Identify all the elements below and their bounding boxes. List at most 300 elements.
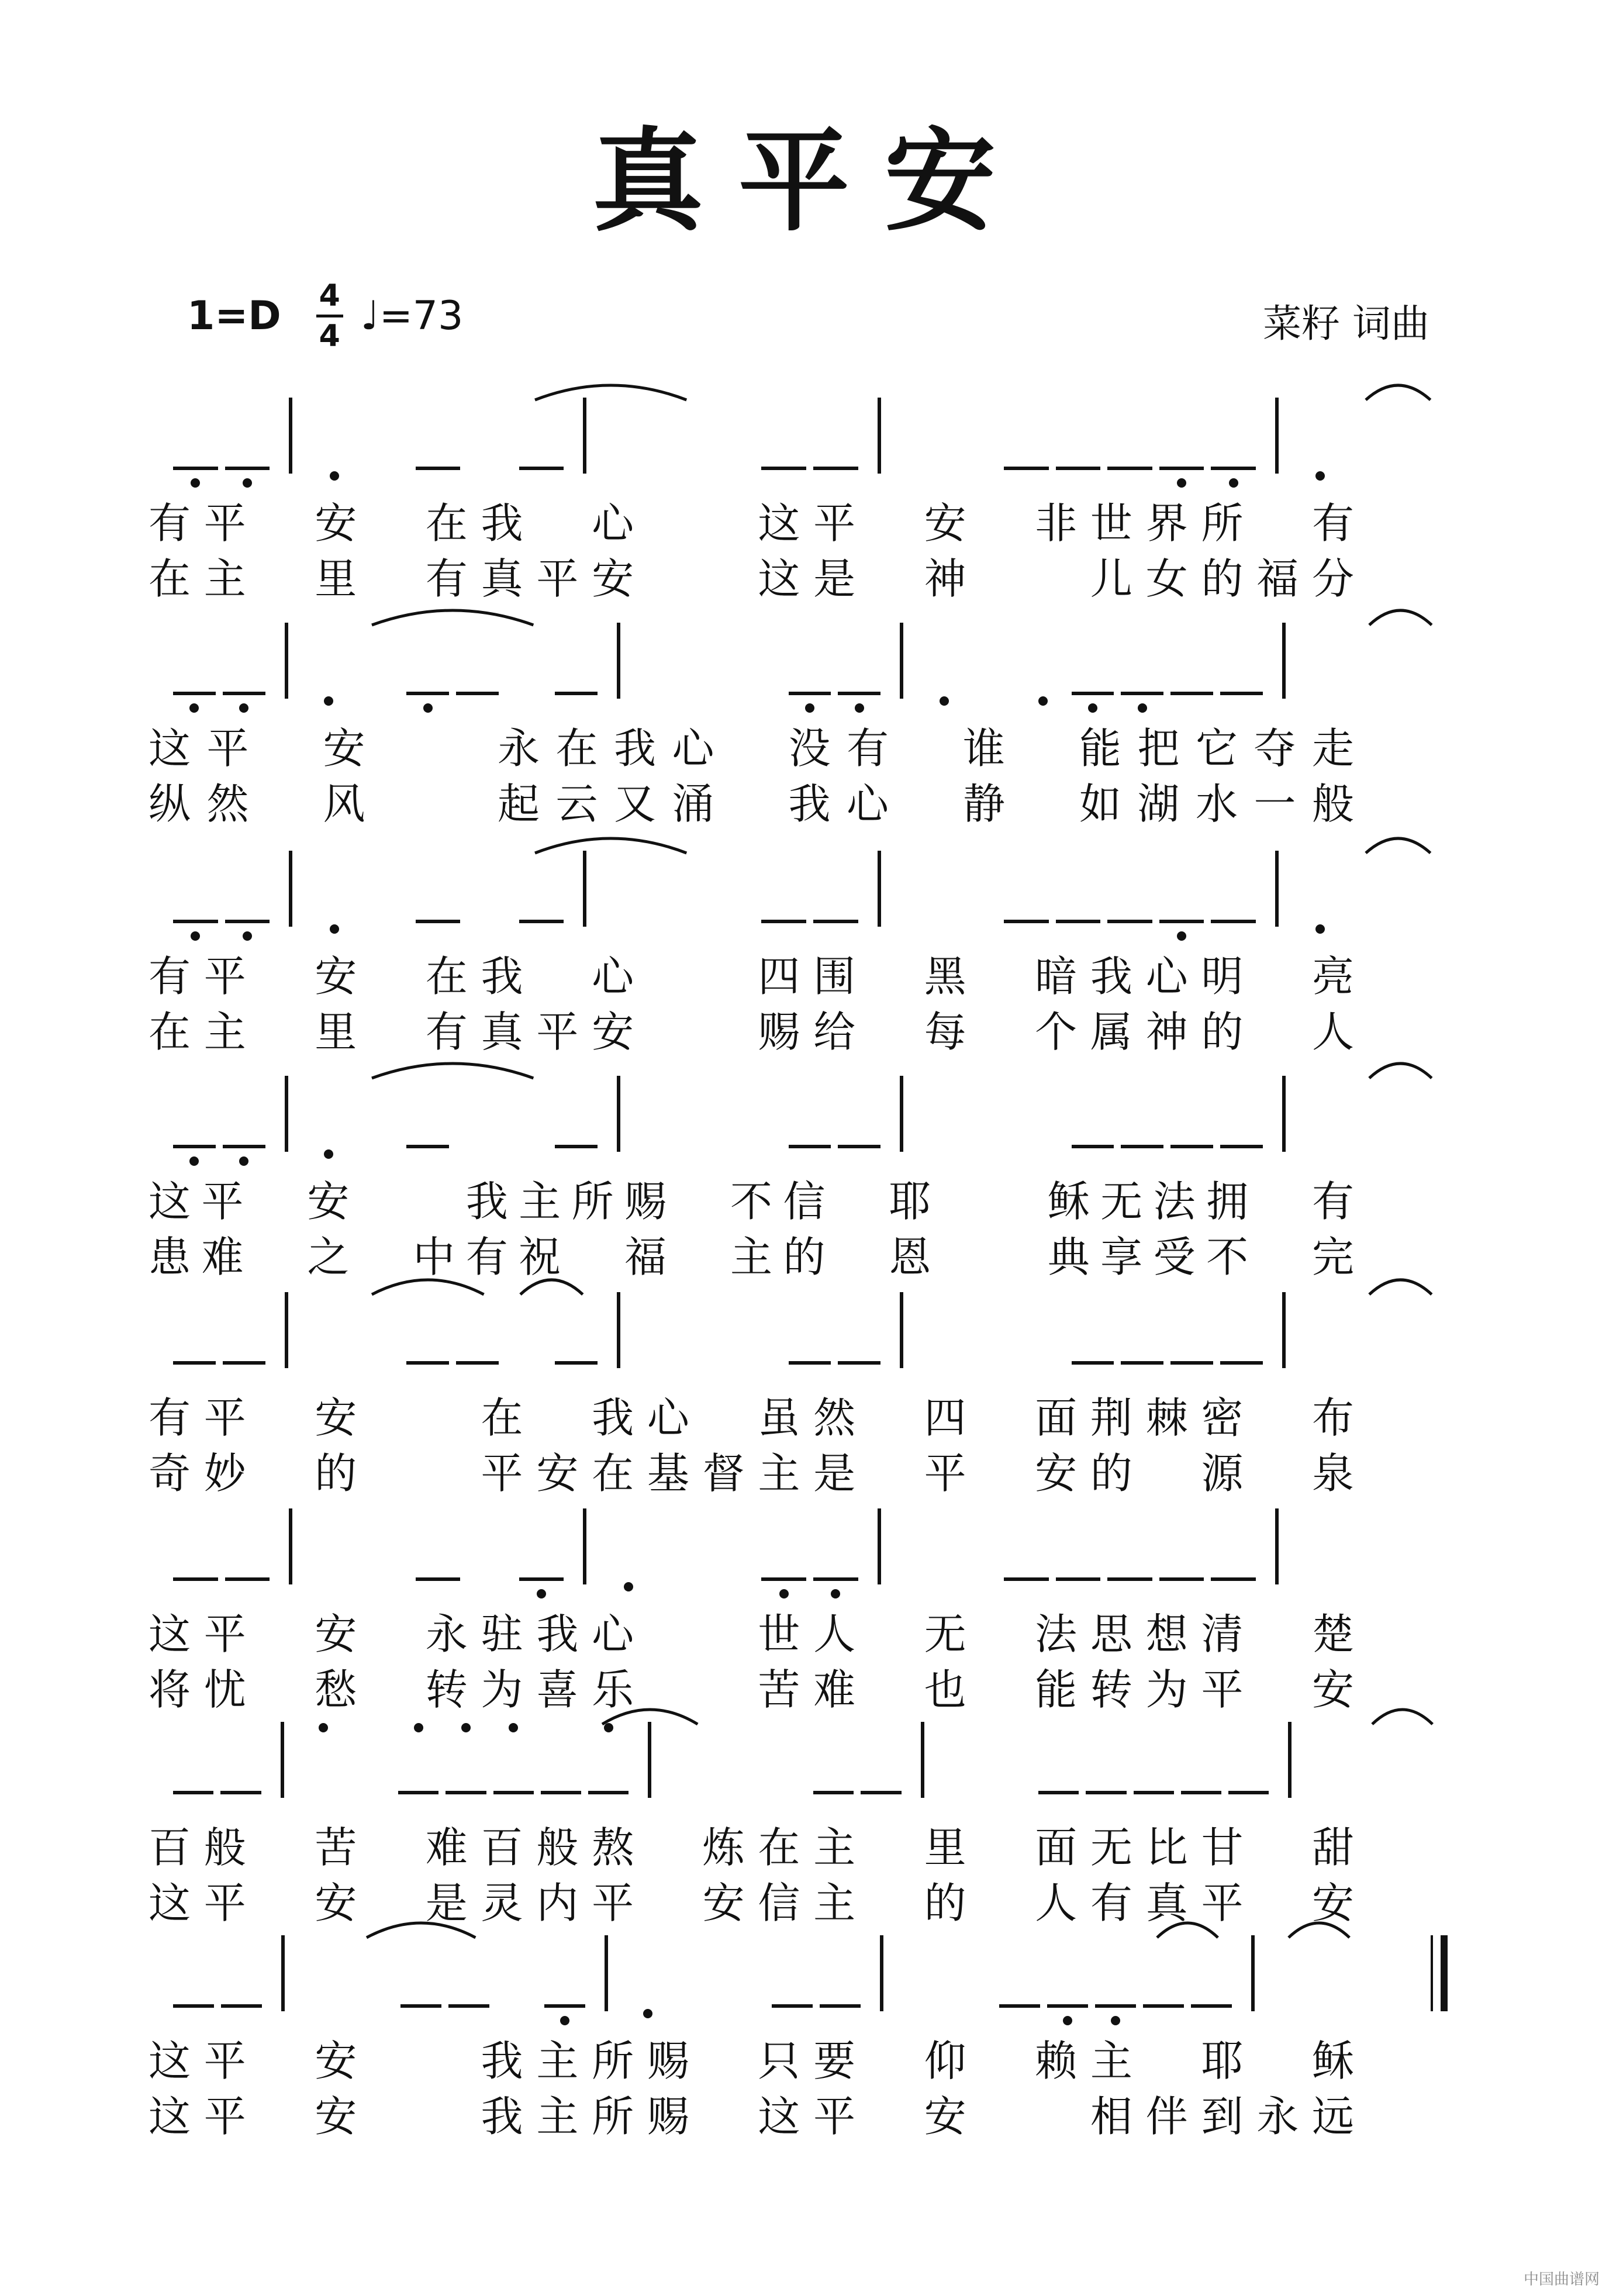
barline [617,623,620,699]
lyric-syllable: 是 [813,554,856,603]
beam-underline [221,2004,262,2008]
jianpu-note [537,1734,584,1786]
lyric-syllable: 平 [206,724,249,773]
slur-arc [1155,1912,1220,1941]
octave-low-dot [191,478,200,488]
lyric-syllable: 难 [201,1232,244,1282]
jianpu-note [490,1734,537,1786]
lyric-syllable: 我 [481,2036,523,2086]
octave-low-dot [624,1582,633,1591]
beam-underline [1107,467,1152,470]
dash-note [657,409,703,462]
lyric-syllable: 恩 [889,1232,931,1282]
lyrics-verse-1 [0,722,1623,775]
beam-underline [1220,692,1263,695]
notation-row [0,634,1623,687]
dash-note [687,634,734,687]
lyric-syllable: 我 [536,1610,579,1659]
barline [583,398,586,474]
beam-underline [555,1145,598,1148]
beam-underline [1211,920,1256,923]
lyric-syllable: 安 [323,724,365,773]
jianpu-note [518,409,565,462]
lyric-syllable: 法 [1153,1177,1196,1226]
lyric-syllable: 心 [846,779,889,828]
barline [1275,851,1279,927]
octave-low-dot [855,703,864,713]
lyric-syllable: 所 [592,2036,634,2086]
lyric-syllable: 明 [1201,952,1244,1001]
beam-underline [1121,1145,1163,1148]
lyric-syllable: 中 [413,1232,455,1282]
jianpu-note [761,1520,807,1573]
lyric-syllable: 平 [813,499,856,548]
beam-underline [223,1361,265,1365]
lyric-syllable: 里 [315,1007,357,1056]
lyric-syllable: 有 [1311,1177,1354,1226]
dot-note [347,1734,394,1786]
lyric-syllable: 安 [315,2092,357,2141]
jianpu-note [1107,409,1154,462]
beam-underline [1107,1577,1152,1581]
beam-underline [1159,920,1204,923]
lyric-syllable: 在 [148,554,191,603]
lyric-syllable: 不 [1206,1232,1249,1282]
jianpu-note [1158,1520,1205,1573]
beam-underline [838,1145,880,1148]
lyric-syllable: 远 [1311,2092,1354,2141]
octave-low-dot [1177,478,1186,488]
barline [285,1292,288,1368]
beam-underline [544,2004,585,2008]
lyric-syllable: 信 [783,1177,826,1226]
dash-note [1401,1520,1448,1573]
beam-underline [456,1361,499,1365]
lyric-syllable: 平 [1201,1879,1244,1928]
dot-note [970,634,1017,687]
lyric-syllable: 永 [425,1610,468,1659]
jianpu-note [1107,1520,1154,1573]
beam-underline [406,692,449,695]
jianpu-note [172,1520,219,1573]
jianpu-note [1055,1520,1101,1573]
beam-underline [555,1361,598,1365]
beam-underline [173,1361,216,1365]
dash-note [709,862,755,915]
jianpu-note [305,1304,352,1356]
beam-underline [173,1577,218,1581]
lyric-syllable: 无 [1090,1823,1132,1872]
octave-high-dot [414,1723,423,1732]
slur-arc [1367,1052,1434,1082]
jianpu-note [812,862,859,915]
lyric-syllable: 安 [536,1449,579,1498]
lyric-syllable: 难 [425,1823,468,1872]
lyric-syllable: 所 [1201,499,1244,548]
lyric-syllable: 我 [481,952,523,1001]
beam-underline [225,1577,270,1581]
lyric-syllable: 里 [315,554,357,603]
lyric-syllable: 夺 [1253,724,1296,773]
dash-note [362,862,409,915]
lyric-syllable: 楚 [1311,1610,1354,1659]
dash-note [1402,634,1449,687]
lyric-syllable: 神 [924,554,966,603]
lyric-syllable: 荆 [1090,1393,1132,1442]
beam-underline [761,920,806,923]
beam-underline [406,1145,449,1148]
lyric-syllable: 安 [1035,1449,1078,1498]
lyric-syllable: 乐 [592,1665,634,1714]
beam-underline [220,1791,261,1794]
lyric-syllable: 受 [1153,1232,1196,1282]
jianpu-note [1119,634,1166,687]
octave-low-dot [330,471,339,481]
octave-high-dot [509,1723,518,1732]
beam-underline [1056,920,1101,923]
beam-underline [789,1145,831,1148]
lyric-syllable: 主 [813,1879,856,1928]
lyric-syllable: 完 [1311,1232,1354,1282]
lyric-syllable: 也 [924,1665,966,1714]
jianpu-note [810,1734,857,1786]
beam-underline [813,467,858,470]
lyric-syllable: 要 [813,2036,856,2086]
barline [880,1935,883,2011]
lyric-syllable: 有 [425,554,468,603]
lyric-syllable: 清 [1201,1610,1244,1659]
jianpu-note [1218,634,1265,687]
lyric-syllable: 安 [592,1007,634,1056]
barline [900,623,903,699]
lyric-syllable: 我 [788,779,831,828]
dash-note [1402,1087,1449,1140]
slur-arc [1363,374,1433,403]
lyric-syllable: 主 [519,1177,561,1226]
jianpu-note [921,1304,968,1356]
notation-row [0,1304,1623,1356]
slur-arc [533,374,689,403]
notation-row [0,862,1623,915]
lyric-syllable: 主 [536,2092,579,2141]
lyric-syllable: 真 [1145,1879,1188,1928]
beam-underline [761,467,806,470]
dot-note [355,1087,402,1140]
lyric-syllable: 四 [758,952,800,1001]
lyric-syllable: 这 [148,1879,191,1928]
beam-underline [493,1791,534,1794]
beam-underline [1121,692,1163,695]
beam-underline [1170,692,1213,695]
barline [1275,1508,1279,1584]
lyric-syllable: 平 [592,1879,634,1928]
lyric-syllable: 我 [613,724,656,773]
lyric-syllable: 在 [425,952,468,1001]
jianpu-note [395,1734,442,1786]
jianpu-note [769,1947,816,2000]
slur-arc [370,599,536,629]
jianpu-note [503,634,550,687]
jianpu-note [1055,409,1101,462]
jianpu-note [1003,862,1049,915]
lyric-syllable: 基 [647,1449,689,1498]
beam-underline [416,920,461,923]
beam-underline [1170,1361,1213,1365]
lyric-syllable: 在 [481,1393,523,1442]
jianpu-note [1003,1520,1049,1573]
dash-note [1352,634,1399,687]
lyric-syllable: 平 [201,1177,244,1226]
octave-low-dot [1038,696,1048,706]
lyric-syllable: 我 [481,2092,523,2141]
octave-low-dot [324,696,333,706]
barline [285,623,288,699]
lyric-syllable: 平 [1201,1665,1244,1714]
lyric-syllable: 个 [1035,1007,1078,1056]
beam-underline [1220,1361,1263,1365]
beam-underline [223,1145,265,1148]
lyric-syllable: 福 [1256,554,1299,603]
dash-note [673,1947,720,2000]
barline [285,1076,288,1152]
lyric-syllable: 女 [1145,554,1188,603]
beam-underline [173,920,218,923]
lyric-syllable: 到 [1201,2092,1244,2141]
beam-underline [861,1791,901,1794]
jianpu-note [172,862,219,915]
jianpu-note [786,1304,833,1356]
jianpu-note [761,409,807,462]
lyric-syllable: 所 [571,1177,614,1226]
jianpu-note [605,1520,652,1573]
jianpu-note [446,1947,492,2000]
lyric-syllable: 安 [702,1879,745,1928]
octave-low-dot [189,703,199,713]
lyric-syllable: 在 [148,1007,191,1056]
jianpu-note [172,409,219,462]
lyric-syllable: 耶 [889,1177,931,1226]
lyric-syllable: 安 [315,499,357,548]
lyric-syllable: 法 [1035,1610,1078,1659]
jianpu-note [605,409,652,462]
lyric-syllable: 分 [1311,554,1354,603]
jianpu-note [171,634,217,687]
dash-note [1352,1087,1399,1140]
octave-low-dot [189,1156,199,1166]
beam-underline [1143,2004,1184,2008]
lyric-syllable: 安 [315,1610,357,1659]
lyric-syllable: 能 [1035,1665,1078,1714]
lyric-syllable: 安 [924,499,966,548]
lyric-syllable: 儿 [1090,554,1132,603]
lyric-syllable: 纵 [148,779,191,828]
lyric-syllable: 世 [1090,499,1132,548]
octave-low-dot [423,703,433,713]
beam-underline [173,692,216,695]
jianpu-note [415,1520,461,1573]
beam-underline [173,2004,214,2008]
lyric-syllable: 为 [1145,1665,1188,1714]
jianpu-note [171,1087,217,1140]
beam-underline [225,920,270,923]
jianpu-note [311,1520,358,1573]
beam-underline [1228,1791,1269,1794]
lyric-syllable: 驻 [481,1610,523,1659]
lyric-syllable: 我 [481,499,523,548]
dot-note [970,1087,1017,1140]
lyric-syllable: 里 [924,1823,966,1872]
jianpu-note [1168,634,1215,687]
octave-low-dot [537,1589,546,1598]
beam-underline [1056,1577,1101,1581]
octave-low-dot [191,931,200,941]
lyric-syllable: 神 [1145,1007,1188,1056]
jianpu-note [858,1734,904,1786]
lyric-syllable: 在 [425,499,468,548]
barline [617,1292,620,1368]
lyric-syllable: 甘 [1201,1823,1244,1872]
dash-note [1355,1734,1402,1786]
time-signature [316,278,343,354]
jianpu-note [467,409,513,462]
lyric-syllable: 为 [481,1665,523,1714]
octave-low-dot [805,703,814,713]
barline [289,1508,292,1584]
notation-row [0,1947,1623,2000]
barline [605,1935,608,2011]
lyric-syllable: 转 [1090,1665,1132,1714]
jianpu-note [1168,1087,1215,1140]
lyric-syllable: 主 [203,554,246,603]
lyric-syllable: 般 [1311,779,1354,828]
beam-underline [1004,920,1049,923]
beam-underline [588,1791,629,1794]
jianpu-note [170,1947,217,2000]
jianpu-note [1020,1304,1066,1356]
jianpu-note [301,1947,348,2000]
octave-low-dot [324,1149,333,1159]
jianpu-note [1020,634,1066,687]
lyric-syllable: 黑 [924,952,966,1001]
lyric-syllable: 转 [425,1665,468,1714]
beam-underline [555,692,598,695]
lyric-syllable: 熬 [592,1823,634,1872]
jianpu-note [1035,1734,1082,1786]
dot-note [350,1947,396,2000]
dash-note [715,1734,762,1786]
lyric-syllable: 安 [315,1879,357,1928]
lyric-syllable: 心 [592,499,634,548]
jianpu-note [1218,1087,1265,1140]
beam-underline [1086,1791,1126,1794]
jianpu-note [812,409,859,462]
dash-note [737,1304,783,1356]
jianpu-note [1130,1734,1177,1786]
jianpu-note [405,1087,451,1140]
jianpu-note [638,1304,685,1356]
octave-low-dot [1138,703,1147,713]
lyric-syllable: 祝 [519,1232,561,1282]
lyric-syllable: 非 [1035,499,1078,548]
lyric-syllable: 云 [555,779,598,828]
jianpu-note [668,1734,714,1786]
jianpu-note [1083,1734,1130,1786]
lyric-syllable: 赖 [1035,2036,1078,2086]
octave-high-dot [319,1723,328,1732]
jianpu-note [218,1947,265,2000]
lyric-syllable: 源 [1201,1449,1244,1498]
slur-arc [1286,1912,1352,1941]
beam-underline [1211,467,1256,470]
lyric-syllable: 信 [758,1879,800,1928]
jianpu-note [224,862,271,915]
staff-system [0,634,1623,851]
lyric-syllable: 的 [783,1232,826,1282]
lyric-syllable: 心 [672,724,714,773]
beam-underline [813,920,858,923]
jianpu-note [405,1304,451,1356]
lyric-syllable: 永 [1256,2092,1299,2141]
lyrics-verse-1 [0,1821,1623,1874]
beam-underline [1072,692,1114,695]
lyric-syllable: 赐 [647,2092,689,2141]
jianpu-note [1055,862,1101,915]
lyric-syllable: 苦 [758,1665,800,1714]
lyric-syllable: 督 [702,1449,745,1498]
beam-underline [1159,467,1204,470]
jianpu-note [1297,409,1344,462]
lyric-syllable: 平 [203,1879,246,1928]
beam-underline [813,1577,858,1581]
jianpu-note [1140,1947,1187,2000]
jianpu-note [940,1734,987,1786]
lyric-syllable: 如 [1079,779,1121,828]
beam-underline [1211,1577,1256,1581]
final-barline [1431,1935,1433,2011]
beam-underline [173,1145,216,1148]
dash-note [709,409,755,462]
beam-underline [813,1791,854,1794]
lyric-syllable: 真 [481,1007,523,1056]
dash-note [362,1520,409,1573]
jianpu-note [1069,1304,1116,1356]
slur-arc [1370,1698,1435,1728]
lyric-syllable: 每 [924,1007,966,1056]
lyric-syllable: 百 [481,1823,523,1872]
slur-arc [364,1912,478,1941]
dot-note [355,634,402,687]
beam-underline [1220,1145,1263,1148]
beam-underline [446,1791,486,1794]
octave-low-dot [940,696,949,706]
lyric-syllable: 将 [148,1665,191,1714]
jianpu-note [170,1734,217,1786]
lyrics-verse-2 [0,1877,1623,1929]
beam-underline [761,1577,806,1581]
jianpu-note [899,1520,946,1573]
lyric-syllable: 奇 [148,1449,191,1498]
lyric-syllable: 有 [846,724,889,773]
beam-underline [225,467,270,470]
lyric-syllable: 在 [555,724,598,773]
jianpu-note [1210,862,1257,915]
jianpu-note [1119,1304,1166,1356]
lyric-syllable: 这 [758,554,800,603]
staff-system [0,1947,1623,2163]
lyric-syllable: 四 [924,1393,966,1442]
lyric-syllable: 安 [1311,1665,1354,1714]
lyric-syllable: 安 [1311,1879,1354,1928]
